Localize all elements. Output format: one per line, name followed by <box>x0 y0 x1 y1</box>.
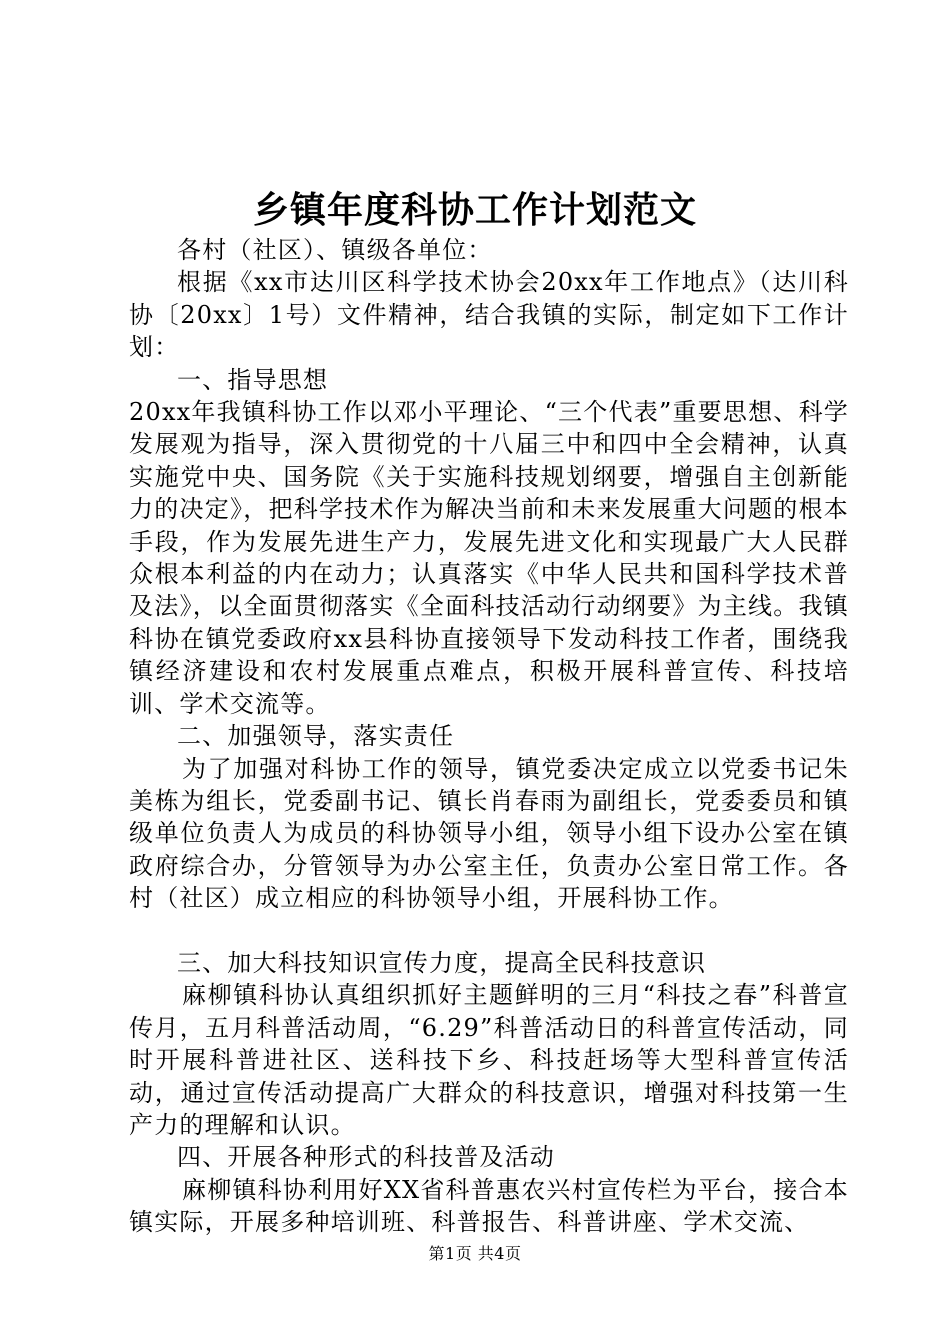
page-number-footer: 第1页 共4页 <box>428 1244 522 1263</box>
leadership-paragraph: 为了加强对科协工作的领导，镇党委决定成立以党委书记朱美栋为组长，党委副书记、镇长肖春雨为副组长，党委委员和镇级单位负责人为成员的科协领导小组，领导小组下设办公室在镇政府综合办，分管领导为办公室主任，负责办公室日常工作。各村（社区）成立相应的科协领导小组，开展科协工作。 <box>129 754 849 913</box>
document-title: 乡镇年度科协工作计划范文 <box>252 189 697 231</box>
section-heading-leadership: 二、加强领导，落实责任 <box>177 722 455 751</box>
guiding-thought-paragraph: 20xx年我镇科协工作以邓小平理论、“三个代表”重要思想、科学发展观为指导，深入贯彻党的十八届三中和四中全会精神，认真实施党中央、国务院《关于实施科技规划纲要，增强自主创新能力的决定》，把科学技术作为解决当前和未来发展重大问题的根本手段，作为发展先进生产力，发展先进文化和实现最广大人民群众根本利益的内在动力；认真落实《中华人民共和国科学技术普及法》，以全面贯彻落实《全面科技活动行动纲要》为主线。我镇科协在镇党委政府xx县科协直接领导下发动科技工作者，围绕我镇经济建设和农村发展重点难点，积极开展科普宣传、科技培训、学术交流等。 <box>129 398 849 718</box>
section-heading-publicity: 三、加大科技知识宣传力度，提高全民科技意识 <box>177 948 707 977</box>
document-body <box>129 234 849 1239</box>
activities-paragraph: 麻柳镇科协利用好XX省科普惠农兴村宣传栏为平台，接合本镇实际，开展多种培训班、科普报告、科普讲座、学术交流、 <box>129 1175 849 1237</box>
publicity-paragraph: 麻柳镇科协认真组织抓好主题鲜明的三月“科技之春”科普宣传月，五月科普活动周，“6.29”科普活动日的科普宣传活动，同时开展科普进社区、送科技下乡、科技赶场等大型科普宣传活动，通过宣传活动提高广大群众的科技意识，增强对科技第一生产力的理解和认识。 <box>129 981 849 1139</box>
section-heading-guiding-thought: 一、指导思想 <box>177 365 329 394</box>
salutation-paragraph: 各村（社区）、镇级各单位： <box>177 236 493 264</box>
section-heading-activities: 四、开展各种形式的科技普及活动 <box>177 1143 555 1172</box>
intro-paragraph: 根据《xx市达川区科学技术协会20xx年工作地点》（达川科协〔20xx〕1号）文件精神，结合我镇的实际，制定如下工作计划： <box>129 268 849 362</box>
